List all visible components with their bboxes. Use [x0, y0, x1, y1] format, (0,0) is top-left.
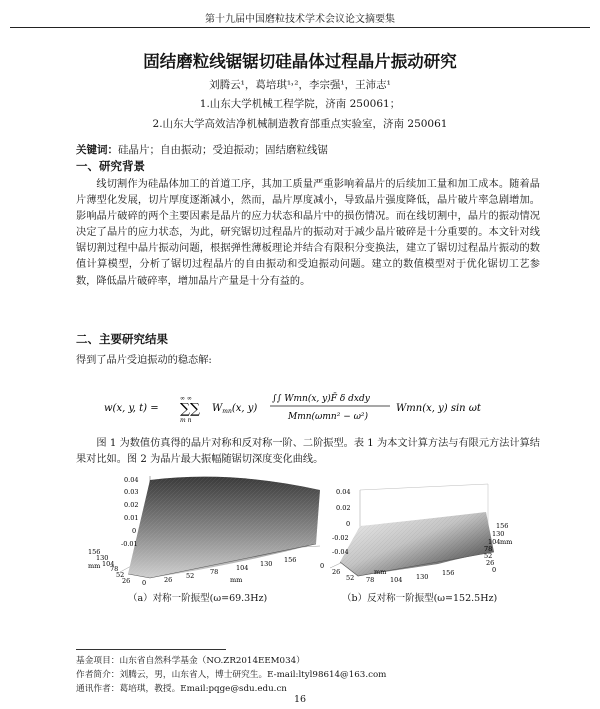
formula-lhs: w(x, y, t) =: [104, 403, 159, 414]
affiliation-2: 2.山东大学高效洁净机械制造教育部重点实验室，济南 250061: [152, 118, 448, 130]
background-text: 线切割作为硅晶体加工的首道工序，其加工质量严重影响着晶片的后续加工量和加工成本。随着晶片薄型化发展，切片厚度逐渐减小，然而，晶片厚度减小，导致晶片强度降低，晶片破片率急剧增加。影响晶片破碎的两个主要因素是晶片的应力状态和晶片中的损伤情况。而在线切割中，晶片的振动情况决定了晶片的应力状态，为此，研究锯切过程晶片的振动对于减少晶片破碎是十分重要的。本文针对线锯切割过程中晶片振动问题，根据弹性薄板理论并结合有限积分变换法，建立了锯切过程晶片振动的数值计算模型，分析了锯切过程晶片的自由振动和受迫振动问题。建立的数值模型对于优化锯切工艺参数，降低晶片破碎率，增加晶片产量是十分有益的。: [76, 179, 540, 287]
footnote-funding: 基金项目：山东省自然科学基金（NO.ZR2014EEM034）: [76, 656, 305, 666]
figure-a-x-tick: 156: [284, 556, 297, 564]
figure-a-y-tick: 130: [96, 554, 109, 562]
figure-b-z-tick: -0.04: [332, 548, 349, 556]
keywords-line: [76, 142, 328, 157]
formula-tail: Wmn(x, y) sin ωt: [396, 403, 481, 414]
figure-a-y-tick: 104: [102, 560, 115, 568]
figure-b-caption: （b）反对称一阶振型(ω=152.5Hz): [342, 593, 498, 604]
figure-b-y-tick: 156: [496, 522, 509, 530]
figure-a-x-tick: 130: [260, 560, 273, 568]
figure-a-z-tick: 0.02: [124, 501, 139, 509]
author-list: 刘腾云¹，葛培琪¹˒²，李宗强¹，王沛志¹: [209, 79, 391, 91]
figure-b-antisymmetric-mode: [318, 482, 514, 586]
figure-a-x-tick: 52: [186, 572, 195, 580]
figure-b-y-tick: 26: [486, 559, 495, 567]
results-paragraph: [76, 436, 540, 468]
formula-wmn-sub: mn: [222, 408, 232, 415]
figure-b-z-tick: 0.04: [336, 488, 351, 496]
formula-denominator: Mmn(ωmn² − ω²): [288, 412, 369, 422]
keywords-label: 关键词：: [76, 144, 118, 156]
figure-a-z-tick: 0.01: [124, 514, 139, 522]
section-heading-background: 一、研究背景: [76, 159, 145, 173]
footnote-rule: [76, 649, 226, 650]
figure-b-y-tick: 0: [492, 566, 497, 574]
results-text: 图 1 为数值仿真得的晶片对称和反对称一阶、二阶振型。表 1 为本文计算方法与有限元方法计算结果对比如。图 2 为晶片最大振幅随锯切深度变化曲线。: [76, 438, 540, 466]
figure-b-y-tick: 52: [484, 552, 493, 560]
figure-b-y-unit: mm: [500, 538, 513, 546]
results-intro: [76, 353, 540, 369]
figure-a-x-tick: 104: [236, 564, 249, 572]
keywords-text: 硅晶片；自由振动；受迫振动；固结磨粒线锯: [118, 144, 328, 156]
figure-a-caption: （a）对称一阶振型(ω=69.3Hz): [128, 593, 268, 604]
footnote-author: 作者简介：刘腾云，男，山东省人，博士研究生。E-mail:ltyl98614@163.com: [76, 670, 387, 680]
figure-a-symmetric-mode: [80, 474, 330, 586]
figure-a-x-tick: 0: [142, 579, 147, 586]
formula-numerator: ∫∫ Wmn(x, y)F̄ δ dxdy: [272, 394, 370, 404]
figure-b-z-tick: -0.02: [332, 534, 349, 542]
steady-state-formula: [100, 389, 520, 425]
figure-a-z-tick: -0.01: [121, 540, 138, 548]
figure-a-x-tick: 78: [210, 568, 219, 576]
figure-a-z-tick: 0.04: [124, 476, 139, 484]
figure-b-y-tick: 78: [484, 545, 493, 553]
figure-a-x-tick: 26: [164, 576, 173, 584]
formula-sum-top: ∞ ∞: [180, 395, 192, 402]
figure-b-x-tick: 52: [346, 574, 355, 582]
figure-b-y-tick: 130: [492, 530, 505, 538]
formula-sum: ∑∑: [180, 401, 200, 417]
figure-b-top-edge: [360, 484, 488, 490]
figure-a-y-unit: mm: [88, 562, 101, 570]
background-paragraph: [76, 177, 540, 290]
formula-wmn-args: (x, y): [231, 403, 258, 414]
formula-wmn: [212, 403, 257, 415]
figure-a-z-tick: 0.03: [124, 488, 139, 496]
affiliation-1: 1.山东大学机械工程学院，济南 250061；: [199, 98, 401, 110]
figure-b-z-tick: 0: [346, 520, 351, 528]
footnote-corresponding: 通讯作者：葛培琪，教授。Email:pqge@sdu.edu.cn: [76, 684, 287, 694]
formula-wmn-letter: W: [212, 403, 223, 414]
figure-b-x-tick: 78: [366, 576, 375, 584]
figure-a-y-tick: 52: [116, 571, 125, 579]
figure-b-x-tick: 104: [390, 576, 403, 584]
figure-b-x-tick: 156: [442, 569, 455, 577]
figure-a-y-tick: 156: [88, 548, 101, 556]
page-number: 16: [293, 694, 307, 705]
results-intro-text: 得到了晶片受迫振动的稳态解:: [76, 355, 212, 366]
figure-b-y-tick: 104: [488, 538, 501, 546]
figure-a-x-unit: mm: [230, 576, 243, 584]
figure-b-z-tick: 0.02: [336, 504, 351, 512]
figure-b-x-unit: mm: [374, 568, 387, 576]
figure-b-x-tick: 130: [416, 573, 429, 581]
figure-b-x-tick: 26: [332, 568, 341, 576]
formula-sum-index: m n: [180, 417, 192, 424]
figure-a-z-tick: 0: [132, 527, 137, 535]
running-header: 第十九届中国磨粒技术学术会议论文摘要集: [205, 14, 395, 25]
section-heading-results: 二、主要研究结果: [76, 332, 168, 346]
figure-a-y-tick: 26: [122, 577, 131, 585]
figure-b-x-tick: 0: [320, 562, 325, 570]
figure-a-y-tick: 78: [110, 565, 119, 573]
header-rule: [10, 27, 590, 28]
paper-title: 固结磨粒线锯锯切硅晶体过程晶片振动研究: [143, 52, 457, 71]
